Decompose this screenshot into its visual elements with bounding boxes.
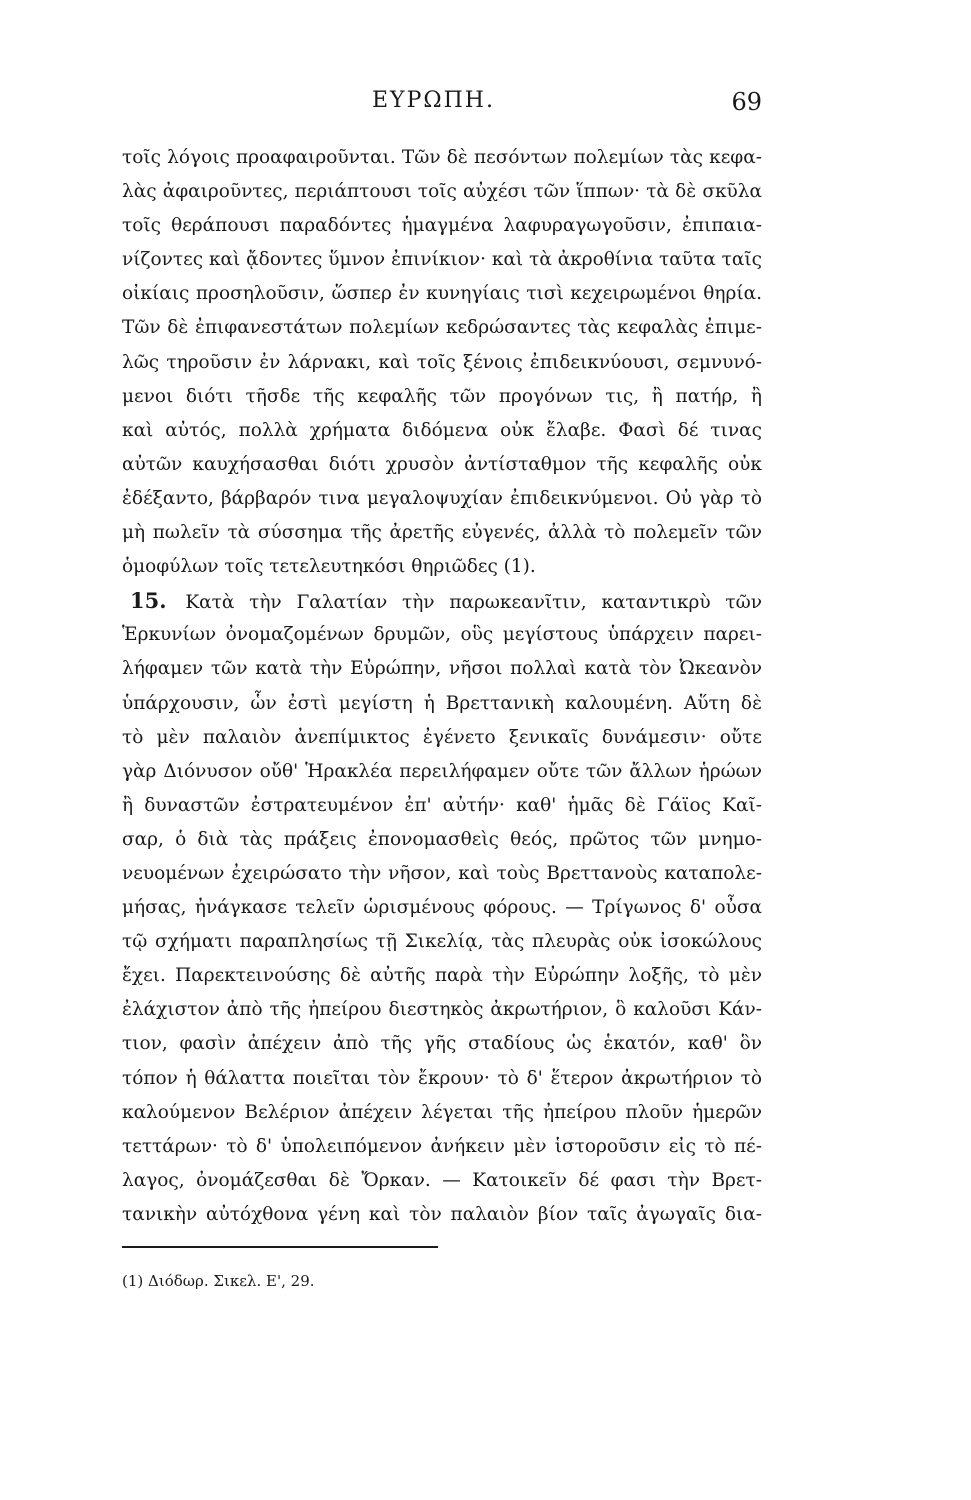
text-line: Ἑρκυνίων ὀνομαζομένων δρυμῶν, οὓς μεγίστους ὑπάρχειν παρει- [122,624,762,646]
text-line: μήσας, ἠνάγκασε τελεῖν ὡρισμένους φόρους. — Τρίγωνος δ' οὖσα [122,897,762,919]
main-text [122,141,762,1232]
text-line: γὰρ Διόνυσον οὔθ' Ἡρακλέα περειλήφαμεν οὔτε τῶν ἄλλων ἡρώων [122,760,762,782]
footnote: (1) Διόδωρ. Σικελ. Ε', 29. [122,1272,315,1290]
text-line: λαγος, ὀνομάζεσθαι δὲ Ὄρκαν. — Κατοικεῖν δέ φασι τὴν Βρετ- [122,1169,762,1191]
text-line: νευομένων ἐχειρώσατο τὴν νῆσον, καὶ τοὺς Βρεττανοὺς καταπολε- [122,862,762,884]
text-line: ἢ δυναστῶν ἐστρατευμένον ἐπ' αὐτήν· καθ' ἡμᾶς δὲ Γάϊος Καῖ- [122,794,762,816]
text-line: τόπον ἡ θάλαττα ποιεῖται τὸν ἔκρουν· τὸ δ' ἕτερον ἀκρωτήριον τὸ [122,1067,762,1089]
section-first-line-text: Κατὰ τὴν Γαλατίαν τὴν παρωκεανῖτιν, καταντικρὺ τῶν [185,592,762,614]
text-line: τῷ σχήματι παραπλησίως τῇ Σικελίᾳ, τὰς πλευρὰς οὐκ ἰσοκώλους [122,931,762,953]
text-line: τοῖς θεράπουσι παραδόντες ἡμαγμένα λαφυραγωγοῦσιν, ἐπιπαια- [122,215,762,237]
text-line: καὶ αὐτός, πολλὰ χρήματα διδόμενα οὐκ ἔλαβε. Φασὶ δέ τινας [122,419,762,441]
section-number: 15. [130,588,167,614]
text-line: σαρ, ὁ διὰ τὰς πράξεις ἐπονομασθεὶς θεός, πρῶτος τῶν μνημο- [122,828,762,850]
text-line: αὐτῶν καυχήσασθαι διότι χρυσὸν ἀντίσταθμον τῆς κεφαλῆς οὐκ [122,453,762,475]
text-line: λῶς τηροῦσιν ἐν λάρνακι, καὶ τοῖς ξένοις ἐπιδεικνύουσι, σεμνυνό- [122,351,762,373]
text-line: τεττάρων· τὸ δ' ὑπολειπόμενον ἀνήκειν μὲν ἱστοροῦσιν εἰς τὸ πέ- [122,1135,762,1157]
text-line: οἰκίαις προσηλοῦσιν, ὥσπερ ἐν κυνηγίαις τισὶ κεχειρωμένοι θηρία. [122,283,762,305]
text-line: λήφαμεν τῶν κατὰ τὴν Εὐρώπην, νῆσοι πολλαὶ κατὰ τὸν Ὠκεανὸν [122,658,762,680]
text-line: νίζοντες καὶ ᾄδοντες ὕμνον ἐπινίκιον· καὶ τὰ ἀκροθίνια ταῦτα ταῖς [122,249,762,271]
text-line: καλούμενον Βελέριον ἀπέχειν λέγεται τῆς ἠπείρου πλοῦν ἡμερῶν [122,1101,762,1123]
text-line: Τῶν δὲ ἐπιφανεστάτων πολεμίων κεδρώσαντες τὰς κεφαλὰς ἐπιμε- [122,317,762,339]
text-line: λὰς ἀφαιροῦντες, περιάπτουσι τοῖς αὐχέσι τῶν ἵππων· τὰ δὲ σκῦλα [122,181,762,203]
text-line: τανικὴν αὐτόχθονα γένη καὶ τὸν παλαιὸν βίον ταῖς ἀγωγαῖς δια- [122,1203,762,1225]
running-head: ΕΥΡΩΠΗ. [372,88,495,113]
text-line: ὑπάρχουσιν, ὧν ἐστὶ μεγίστη ἡ Βρεττανικὴ καλουμένη. Αὕτη δὲ [122,692,762,714]
page-number: 69 [731,88,762,116]
text-line: ὁμοφύλων τοῖς τετελευτηκόσι θηριῶδες (1). [122,556,536,578]
text-line: ἐδέξαντο, βάρβαρόν τινα μεγαλοψυχίαν ἐπιδεικνύμενοι. Οὐ γὰρ τὸ [122,487,762,509]
text-line: μὴ πωλεῖν τὰ σύσσημα τῆς ἀρετῆς εὐγενές, ἀλλὰ τὸ πολεμεῖν τῶν [122,522,762,544]
text-line: ἐλάχιστον ἀπὸ τῆς ἠπείρου διεστηκὸς ἀκρωτήριον, ὃ καλοῦσι Κάν- [122,999,762,1021]
text-line: μενοι διότι τῆσδε τῆς κεφαλῆς τῶν προγόνων τις, ἢ πατήρ, ἢ [122,385,762,407]
footnote-divider [122,1246,438,1248]
page-header [122,88,762,118]
text-line: τιον, φασὶν ἀπέχειν ἀπὸ τῆς γῆς σταδίους ὡς ἑκατόν, καθ' ὃν [122,1033,762,1055]
text-line: ἔχει. Παρεκτεινούσης δὲ αὐτῆς παρὰ τὴν Εὐρώπην λοξῆς, τὸ μὲν [122,965,762,987]
section-first-line [122,584,762,618]
text-line: τὸ μὲν παλαιὸν ἀνεπίμικτος ἐγένετο ξενικαῖς δυνάμεσιν· οὔτε [122,726,762,748]
text-line: τοῖς λόγοις προαφαιροῦνται. Τῶν δὲ πεσόντων πολεμίων τὰς κεφα- [122,147,762,168]
